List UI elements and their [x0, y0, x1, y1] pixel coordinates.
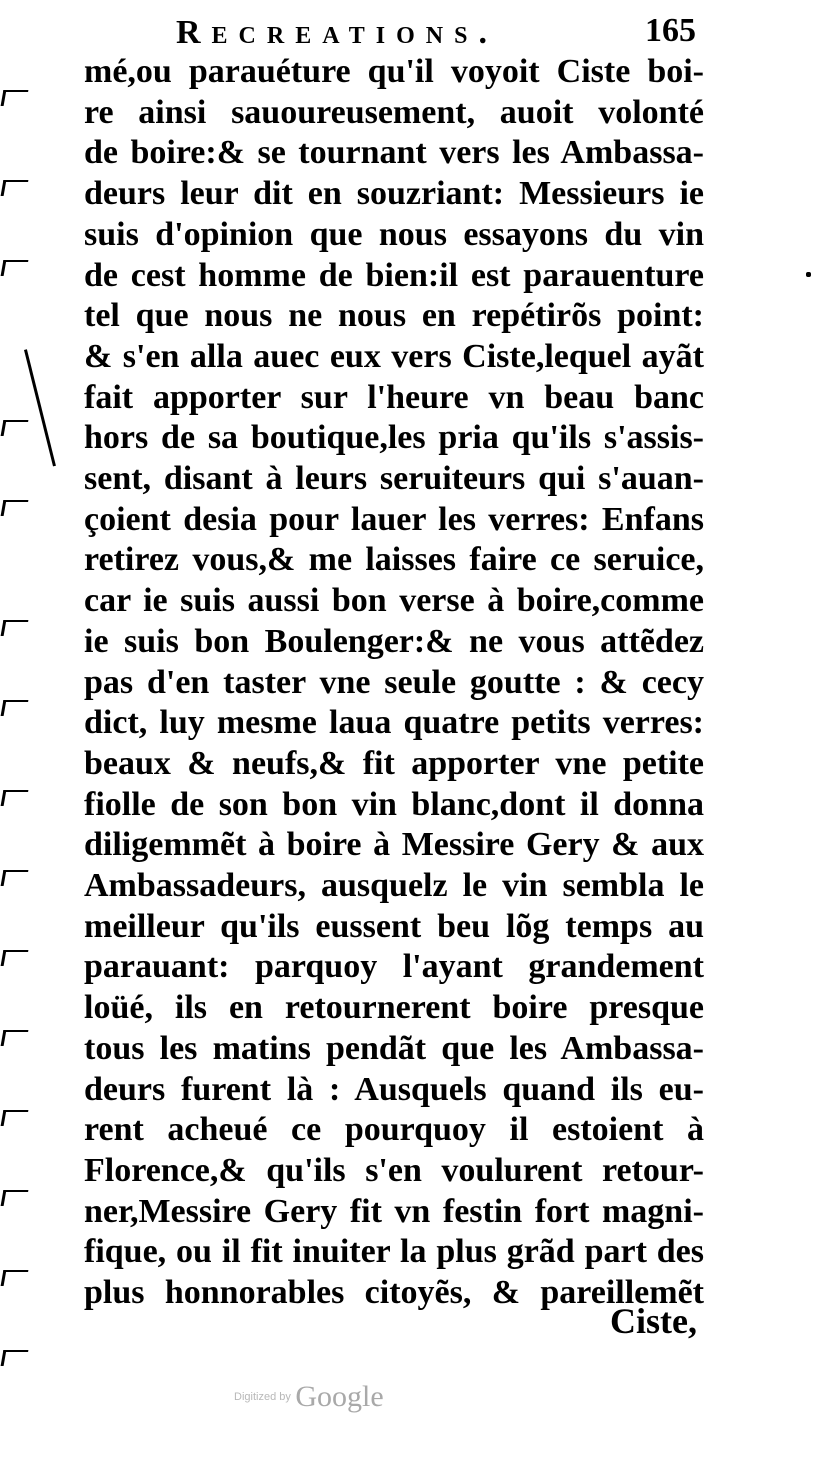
- text-line: deurs leur dit en souzriant: Messieurs ie: [84, 175, 704, 213]
- text-line: ner,Messire Gery fit vn festin fort magni-: [84, 1192, 704, 1230]
- text-line: fique, ou il fit inuiter la plus grãd part des: [84, 1233, 704, 1271]
- text-line: pas d'en taster vne seule goutte : & cecy: [84, 663, 704, 701]
- text-line: rent acheué ce pourquoy il estoient à: [84, 1111, 704, 1149]
- text-line: Florence,& qu'ils s'en voulurent retour-: [84, 1151, 704, 1189]
- catchword: Ciste,: [610, 1301, 697, 1341]
- digitizer-watermark: [234, 1380, 384, 1420]
- facing-page-gutter: [0, 0, 28, 1400]
- text-line: mé,ou parauéture qu'il voyoit Ciste boi-: [84, 53, 704, 90]
- text-line: çoient desia pour lauer les verres: Enfans: [84, 500, 704, 538]
- text-line: de cest homme de bien:il est parauenture: [84, 256, 704, 294]
- gutter-fragment: [1, 700, 29, 716]
- text-line: fiolle de son bon vin blanc,dont il donna: [84, 785, 704, 823]
- text-line: re ainsi sauoureusement, auoit volonté: [84, 93, 704, 131]
- running-title: Recreations.: [176, 14, 498, 51]
- google-logo: Google: [295, 1380, 384, 1413]
- page-header: [176, 8, 696, 54]
- gutter-fragment: [1, 180, 29, 196]
- ink-speck: [806, 272, 811, 277]
- gutter-fragment: [1, 1030, 29, 1046]
- text-line: car ie suis aussi bon verse à boire,comme: [84, 582, 704, 620]
- text-line: ie suis bon Boulenger:& ne vous attẽdez: [84, 622, 704, 660]
- text-line: sent, disant à leurs seruiteurs qui s'auan-: [84, 460, 704, 498]
- digitizer-prefix: Digitized by: [234, 1391, 291, 1403]
- text-line: tel que nous ne nous en repétirõs point:: [84, 297, 704, 335]
- body-text: [84, 52, 704, 1314]
- text-line: beaux & neufs,& fit apporter vne petite: [84, 744, 704, 782]
- gutter-fragment: [1, 950, 29, 966]
- gutter-fragment: [1, 500, 29, 516]
- margin-stroke: [24, 349, 56, 466]
- text-line: hors de sa boutique,les pria qu'ils s'assis-: [84, 419, 704, 457]
- text-line: loüé, ils en retournerent boire presque: [84, 989, 704, 1027]
- text-line: retirez vous,& me laisses faire ce seruice,: [84, 541, 704, 579]
- gutter-fragment: [1, 420, 29, 436]
- text-line: plus honnorables citoyẽs, & pareillemẽt: [84, 1274, 704, 1312]
- text-line: meilleur qu'ils eussent beu lõg temps au: [84, 907, 704, 945]
- gutter-fragment: [1, 260, 29, 276]
- gutter-fragment: [1, 1190, 29, 1206]
- page-number: 165: [645, 12, 696, 49]
- text-line: dict, luy mesme laua quatre petits verres:: [84, 704, 704, 742]
- text-line: parauant: parquoy l'ayant grandement: [84, 948, 704, 986]
- gutter-fragment: [1, 620, 29, 636]
- text-line: deurs furent là : Ausquels quand ils eu-: [84, 1070, 704, 1108]
- text-line: fait apporter sur l'heure vn beau banc: [84, 378, 704, 416]
- text-line: tous les matins pendãt que les Ambassa-: [84, 1029, 704, 1067]
- gutter-fragment: [1, 1350, 29, 1366]
- text-line: & s'en alla auec eux vers Ciste,lequel ayãt: [84, 337, 704, 375]
- text-line: diligemmẽt à boire à Messire Gery & aux: [84, 826, 704, 864]
- text-line: Ambassadeurs, ausquelz le vin sembla le: [84, 867, 704, 905]
- gutter-fragment: [1, 1270, 29, 1286]
- text-line: de boire:& se tournant vers les Ambassa-: [84, 134, 704, 172]
- gutter-fragment: [1, 90, 29, 106]
- text-line: suis d'opinion que nous essayons du vin: [84, 215, 704, 253]
- gutter-fragment: [1, 790, 29, 806]
- gutter-fragment: [1, 1110, 29, 1126]
- gutter-fragment: [1, 870, 29, 886]
